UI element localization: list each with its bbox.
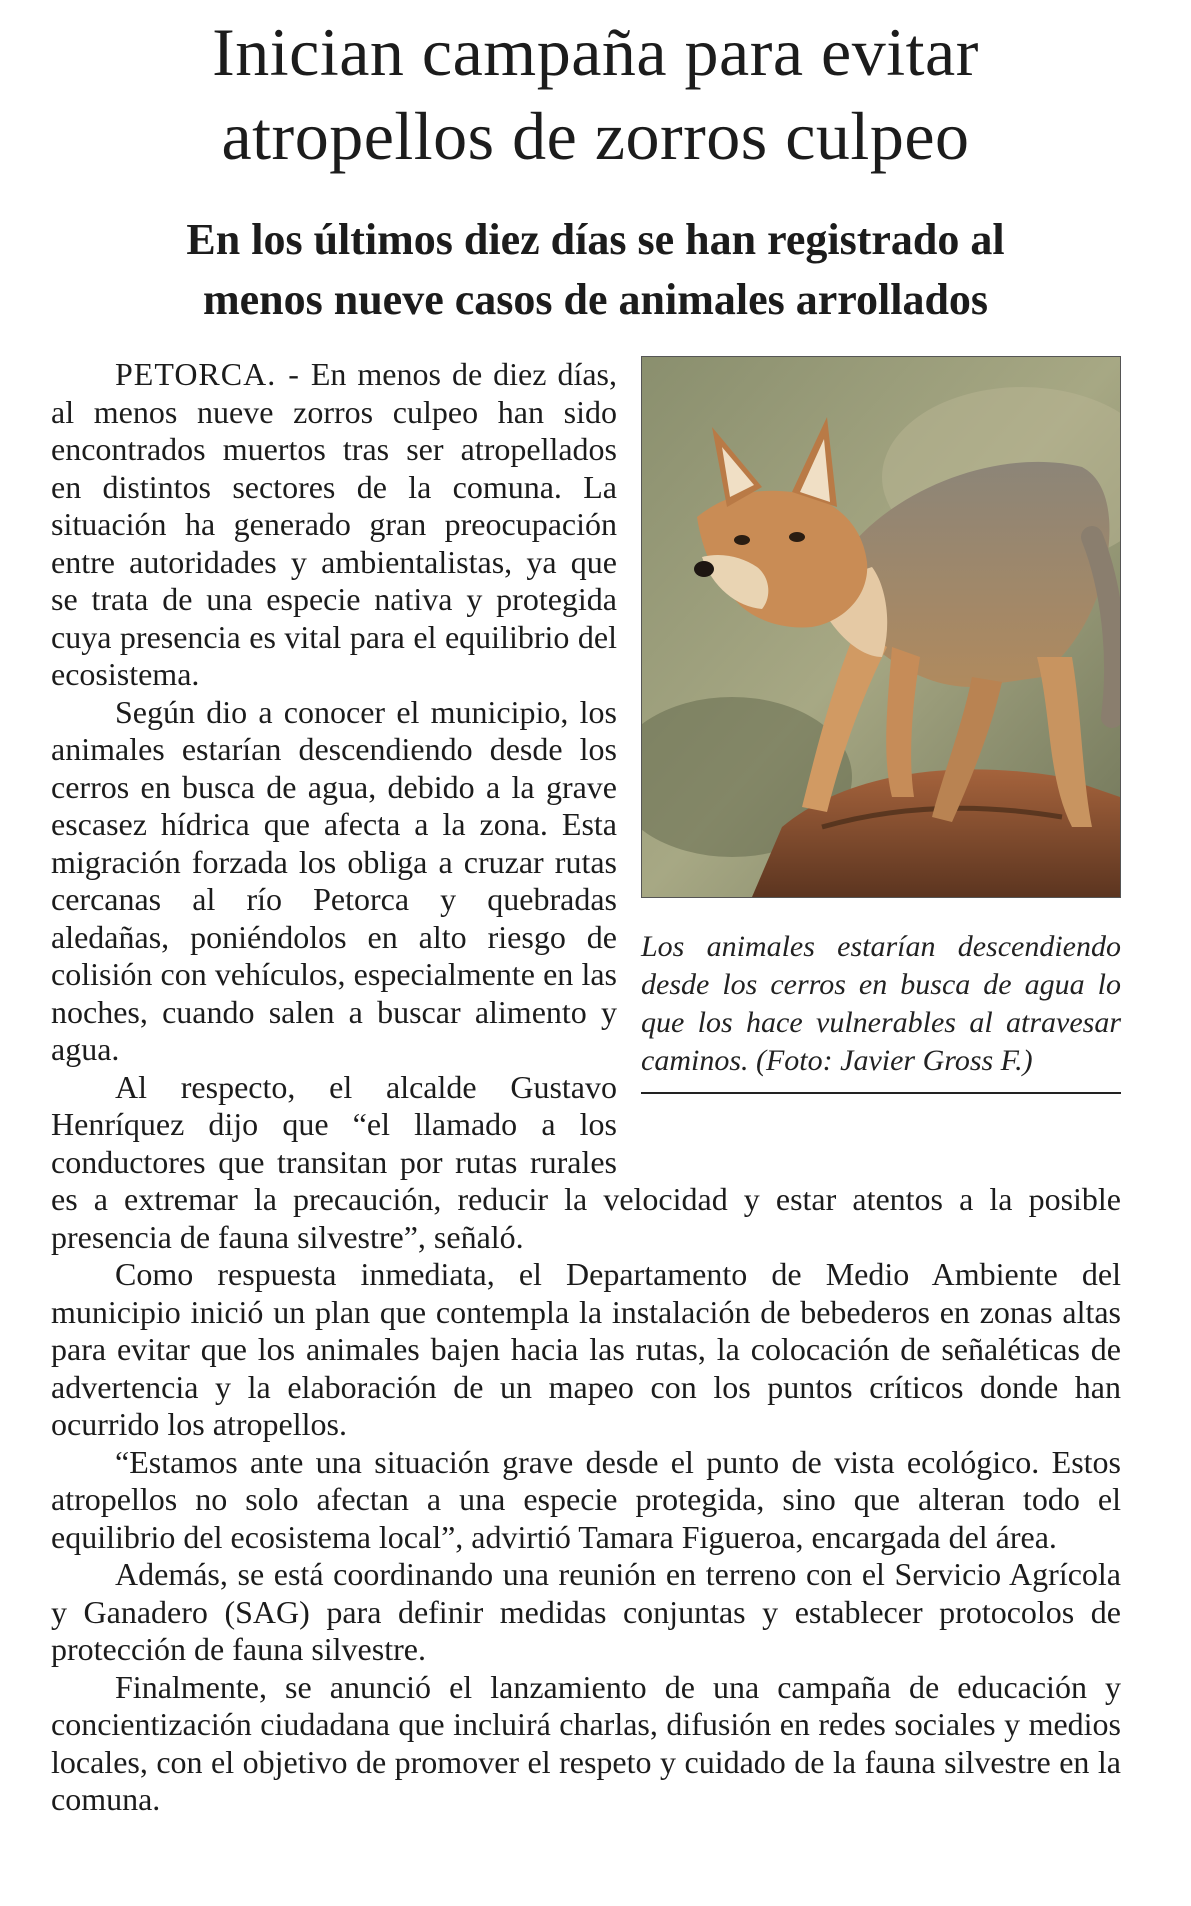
paragraph-4: Como respuesta inmediata, el Departamento de Medio Ambiente del municipio inició un plan que contempla la instalación de bebederos en zonas altas para evitar que los animales bajen hacia las rutas, la colocación de señaléticas de advertencia y la elaboración de un mapeo con los puntos críticos donde han ocurrido los atropellos. [51, 1256, 1121, 1442]
paragraph-3: Al respecto, el alcalde Gustavo Henríquez dijo que “el llamado a los conductores que transitan por rutas rurales es a extremar la precaución, reducir la velocidad y estar atentos a la posible presencia de fauna silvestre”, señaló. [51, 1068, 1121, 1255]
fox-photo [641, 356, 1121, 898]
culpeo-fox-photo-icon [642, 357, 1120, 897]
dateline: PETORCA. - [115, 356, 300, 392]
paragraph-2: Según dio a conocer el municipio, los animales estarían descendiendo desde los cerros en busca de agua, debido a la grave escasez hídrica que afecta a la zona. Esta migración forzada los obliga a cruzar rutas cercanas al río Petorca y quebradas aledañas, poniéndolos en alto riesgo de colisión con vehículos, especialmente en las noches, cuando salen a buscar alimento y agua. [51, 693, 617, 1067]
subheadline [20, 210, 1171, 330]
subhead-line-1: En los últimos diez días se han registrado al [186, 215, 1005, 264]
paragraph-6: Además, se está coordinando una reunión en terreno con el Servicio Agrícola y Ganadero (SAG) para definir medidas conjuntas y establecer protocolos de protección de fauna silvestre. [51, 1556, 1121, 1667]
headline [20, 10, 1171, 178]
subhead-line-2: menos nueve casos de animales arrollados [202, 275, 989, 324]
headline-line-1: Inician campaña para evitar [212, 14, 979, 90]
article-body [51, 356, 1121, 1819]
photo-figure [641, 356, 1121, 1150]
paragraph-7: Finalmente, se anunció el lanzamiento de una campaña de educación y concientización ciudadana que incluirá charlas, difusión en redes sociales y medios locales, con el objetivo de promover el respeto y cuidado de la fauna silvestre en la comuna. [51, 1668, 1121, 1817]
photo-caption: Los animales estarían descendiendo desde los cerros en busca de agua lo que los hace vulnerables al atravesar caminos. (Foto: Javier Gross F.) [641, 928, 1121, 1094]
paragraph-5: “Estamos ante una situación grave desde el punto de vista ecológico. Estos atropellos no solo afectan a una especie protegida, sino que alteran todo el equilibrio del ecosistema local”, advirtió Tamara Figueroa, encargada del área. [51, 1443, 1121, 1555]
paragraph-1-text: En menos de diez días, al menos nueve zorros culpeo han sido encontrados muertos tras ser atropellados en distintos sectores de la comuna. La situación ha generado gran preocupación entre autoridades y ambientalistas, ya que se trata de una especie nativa y protegida cuya presencia es vital para el equilibrio del ecosistema. [51, 356, 618, 692]
headline-line-2: atropellos de zorros culpeo [221, 98, 970, 174]
